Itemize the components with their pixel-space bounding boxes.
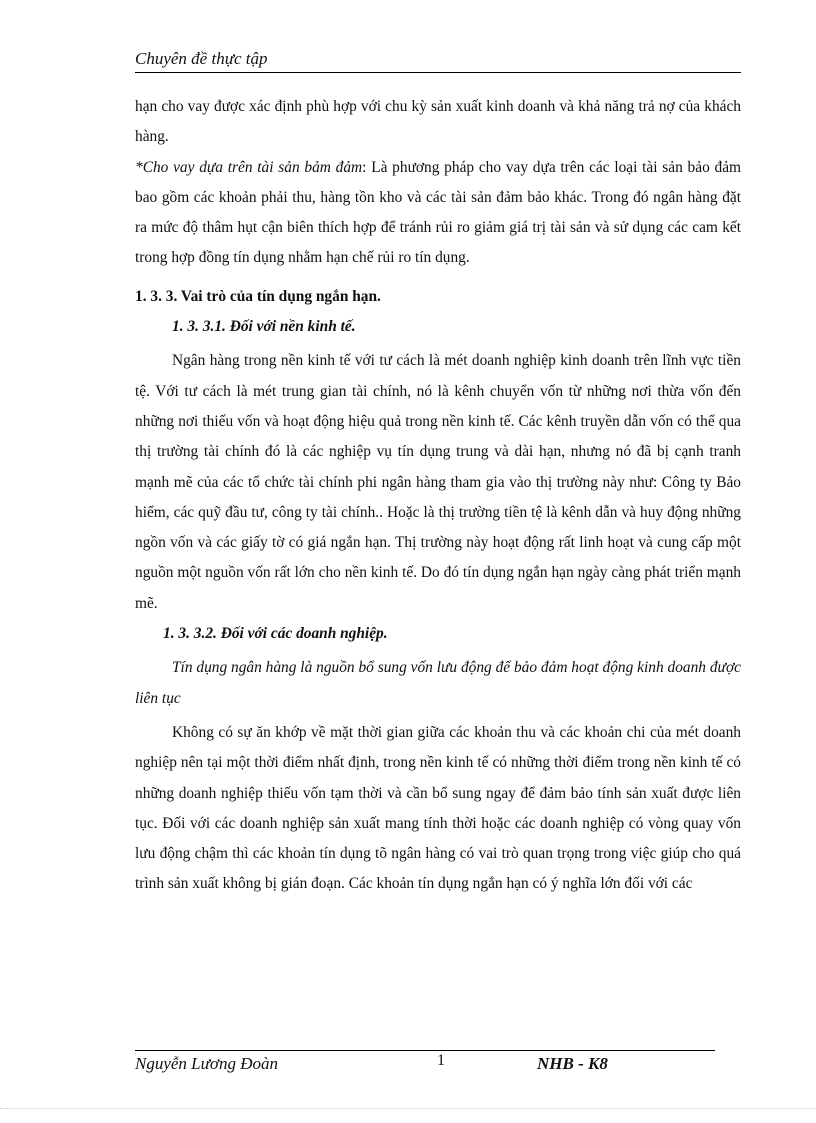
paragraph-enterprises: Không có sự ăn khớp về mặt thời gian giữa các khoản thu và các khoản chi của mét doanh nghiệp nên tại một thời điểm nhất định, trong nền kinh tế có những thời điểm trong nền kinh tế có những doanh nghiệp thiếu vốn tạm thời và cần bổ sung ngay để đảm bảo tính sản xuất được liên tục. Đối với các doanh nghiệp sản xuất mang tính thời hoặc các doanh nghiệp có vòng quay vốn lưu động chậm thì các khoản tín dụng tõ ngân hàng có vai trò quan trọng trong việc giúp cho quá trình sản xuất không bị gián đoạn. Các khoản tín dụng ngắn hạn có ý nghĩa lớn đối với các xyxy=(135,723,741,893)
page-bottom-edge xyxy=(0,1108,816,1109)
subsection-heading-1-3-3-2: 1. 3. 3.2. Đối với các doanh nghiệp. xyxy=(163,625,388,643)
subsection-heading-1-3-3-1: 1. 3. 3.1. Đối với nền kinh tế. xyxy=(172,318,356,336)
paragraph-collateral-lending xyxy=(135,153,741,274)
paragraph-economy: Ngân hàng trong nền kinh tế với tư cách là mét doanh nghiệp kinh doanh trên lĩnh vực tiền tệ. Với tư cách là mét trung gian tài chính, nó là kênh chuyển vốn từ những nơi thừa vốn đến những nơi thiếu vốn và hoạt động hiệu quả trong nền kinh tế. Các kênh truyền dẫn vốn có thể qua thị trường tài chính đó là các nghiệp vụ tín dụng trung và dài hạn, nhưng nó đã bị cạnh tranh mạnh mẽ của các tổ chức tài chính phi ngân hàng tham gia vào thị trường này như: Công ty Bảo hiểm, các quỹ đầu tư, công ty tài chính.. Hoặc là thị trường tiền tệ là kênh dẫn và huy động những ngồn vốn và các giấy tờ có giá ngắn hạn. Thị trường này hoạt động rất linh hoạt và cung cấp một nguồn một nguồn vốn rất lớn cho nền kinh tế. Do đó tín dụng ngắn hạn ngày càng phát triển mạnh mẽ. xyxy=(135,352,741,612)
footer-class-code: NHB - K8 xyxy=(537,1054,608,1073)
document-body xyxy=(135,92,741,900)
paragraph-continuation: hạn cho vay được xác định phù hợp với chu kỳ sản xuất kinh doanh và khả năng trả nợ của khách hàng. xyxy=(135,98,741,146)
page-header-title: Chuyên đề thực tập xyxy=(135,48,741,73)
footer-page-number: 1 xyxy=(437,1052,445,1069)
paragraph-lead-term: *Cho vay dựa trên tài sản bảm đảm xyxy=(135,158,363,176)
section-heading-1-3-3: 1. 3. 3. Vai trò của tín dụng ngắn hạn. xyxy=(135,287,381,305)
paragraph-lead-body: : Là phương pháp cho vay dựa trên các loại tài sản bảo đảm bao gồm các khoản phải thu, hàng tồn kho và các tài sản đảm bảo khác. Trong đó ngân hàng đặt ra mức độ thâm hụt cận biên thích hợp để tránh rủi ro giảm giá trị tài sản và sử dụng các cam kết trong hợp đồng tín dụng nhằm hạn chế rủi ro tín dụng. xyxy=(135,158,742,267)
footer-author: Nguyễn Lương Đoàn xyxy=(135,1054,279,1073)
paragraph-italic-thesis: Tín dụng ngân hàng là nguồn bổ sung vốn lưu động để bảo đảm hoạt động kinh doanh được liên tục xyxy=(135,659,741,707)
footer-divider xyxy=(135,1050,715,1051)
